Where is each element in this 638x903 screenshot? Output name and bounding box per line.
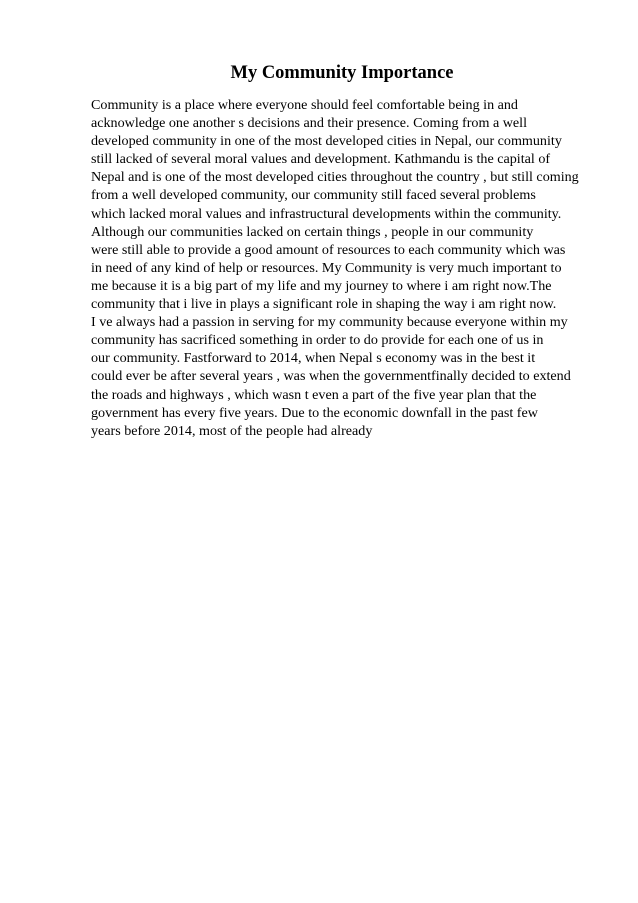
body-line: me because it is a big part of my life and my journey to where i am right now.The [91,277,552,294]
body-line: Nepal and is one of the most developed cities throughout the country , but still coming [91,169,579,186]
body-line: in need of any kind of help or resources. My Community is very much important to [91,259,562,276]
body-line: Although our communities lacked on certain things , people in our community [91,223,534,240]
body-line: which lacked moral values and infrastructural developments within the community. [91,205,562,222]
body-line: still lacked of several moral values and development. Kathmandu is the capital of [91,151,551,168]
document-title: My Community Importance [230,63,454,83]
body-line: years before 2014, most of the people had already [91,422,373,439]
body-line: community has sacrificed something in order to do provide for each one of us in [91,332,544,349]
body-line: government has every five years. Due to the economic downfall in the past few [91,404,538,421]
body-line: from a well developed community, our community still faced several problems [91,187,536,204]
body-line: the roads and highways , which wasn t even a part of the five year plan that the [91,386,537,403]
body-line: community that i live in plays a significant role in shaping the way i am right now. [91,296,557,313]
body-line: Community is a place where everyone should feel comfortable being in and [91,97,518,113]
body-line: acknowledge one another s decisions and their presence. Coming from a well [91,115,527,132]
body-line: could ever be after several years , was when the governmentfinally decided to extend [91,368,571,385]
body-line: our community. Fastforward to 2014, when Nepal s economy was in the best it [91,350,536,367]
body-line: were still able to provide a good amount of resources to each community which was [91,241,566,258]
body-line: developed community in one of the most developed cities in Nepal, our community [91,133,562,150]
body-line: I ve always had a passion in serving for my community because everyone within my [91,314,568,331]
document-body [91,96,621,440]
